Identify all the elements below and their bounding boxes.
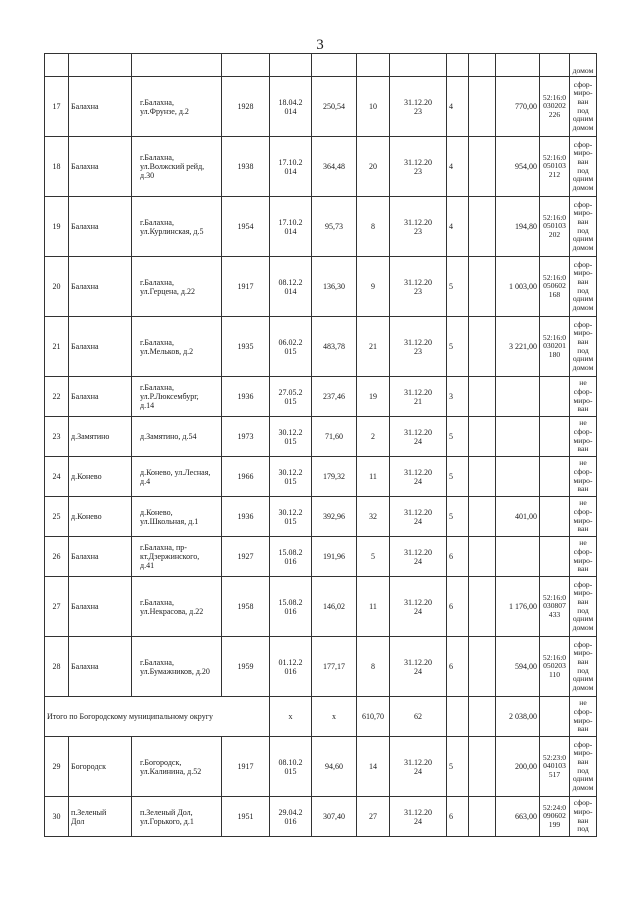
cell-deadline: 31.12.20 24 (390, 797, 447, 837)
cell-empty (469, 457, 496, 497)
cell-settlement: Балахна (69, 257, 132, 317)
cell-area: 179,32 (312, 457, 357, 497)
cell-settlement: Балахна (69, 577, 132, 637)
cell-settlement: Балахна (69, 77, 132, 137)
cell-settlement: Балахна (69, 197, 132, 257)
cell-deadline: 31.12.20 23 (390, 257, 447, 317)
cell-state: не сфор- миро- ван (570, 537, 597, 577)
cell-state: не сфор- миро- ван (570, 457, 597, 497)
cell-amount: 194,80 (496, 197, 540, 257)
cell-residents: 62 (390, 697, 447, 737)
cell-state: домом (570, 54, 597, 77)
cell-empty (469, 197, 496, 257)
cell-empty (469, 77, 496, 137)
cell-stage: 4 (447, 77, 469, 137)
cell-state: сфор- миро- ван под одним домом (570, 77, 597, 137)
cell-date: x (312, 697, 357, 737)
cell-cadastral: 52:16:0 030807 433 (540, 577, 570, 637)
table-row (45, 257, 597, 317)
cell-empty (469, 637, 496, 697)
cell-state: не сфор- миро- ван (570, 377, 597, 417)
table-row (45, 497, 597, 537)
cell-cadastral: 52:16:0 030202 226 (540, 77, 570, 137)
cell-settlement: д.Конево (69, 457, 132, 497)
cell-stage: 5 (447, 317, 469, 377)
cell-date: 15.08.2 016 (270, 537, 312, 577)
cell-empty (469, 317, 496, 377)
cell-settlement: Балахна (69, 317, 132, 377)
table-row (45, 637, 597, 697)
cell-residents: 21 (357, 317, 390, 377)
cell-area: 95,73 (312, 197, 357, 257)
cell-year: 1959 (222, 637, 270, 697)
cell-year: 1936 (222, 497, 270, 537)
cell-cadastral (540, 377, 570, 417)
housing-table (44, 53, 597, 837)
cell-residents: 19 (357, 377, 390, 417)
cell-state: сфор- миро- ван под одним домом (570, 137, 597, 197)
table-row (45, 737, 597, 797)
cell-empty (469, 377, 496, 417)
cell-amount: 770,00 (496, 77, 540, 137)
cell-date: 06.02.2 015 (270, 317, 312, 377)
cell-state: сфор- миро- ван под одним домом (570, 197, 597, 257)
cell-amount (496, 537, 540, 577)
cell-cadastral: 52:16:0 050103 212 (540, 137, 570, 197)
cell-year: 1927 (222, 537, 270, 577)
cell-deadline: 31.12.20 24 (390, 417, 447, 457)
table-row (45, 377, 597, 417)
cell-residents: 5 (357, 537, 390, 577)
table-row-continued (45, 54, 597, 77)
cell-area: 146,02 (312, 577, 357, 637)
cell-number: 23 (45, 417, 69, 457)
cell-deadline: 31.12.20 21 (390, 377, 447, 417)
cell-empty (469, 257, 496, 317)
cell-state: сфор- миро- ван под одним домом (570, 577, 597, 637)
cell-address: г.Балахна, ул.Волжский рейд, д.30 (132, 137, 222, 197)
cell-stage: 6 (447, 537, 469, 577)
cell-year: 1938 (222, 137, 270, 197)
cell-address: г.Балахна, ул.Р.Люксембург, д.14 (132, 377, 222, 417)
cell-amount: 2 038,00 (496, 697, 540, 737)
cell-amount: 594,00 (496, 637, 540, 697)
cell-amount: 1 176,00 (496, 577, 540, 637)
table-row (45, 137, 597, 197)
cell-settlement: д.Конево (69, 497, 132, 537)
cell-year: 1928 (222, 77, 270, 137)
cell-number: 19 (45, 197, 69, 257)
cell-settlement: д.Замятино (69, 417, 132, 457)
cell-area: 307,40 (312, 797, 357, 837)
cell-state: не сфор- миро- ван (570, 497, 597, 537)
cell-address: г.Балахна, ул.Бумажников, д.20 (132, 637, 222, 697)
cell-date: 17.10.2 014 (270, 137, 312, 197)
cell-deadline: 31.12.20 24 (390, 637, 447, 697)
cell-address: г.Балахна, ул.Фрунзе, д.2 (132, 77, 222, 137)
cell-deadline: 31.12.20 23 (390, 197, 447, 257)
cell-settlement: Богородск (69, 737, 132, 797)
cell-residents: 9 (357, 257, 390, 317)
cell-year: 1954 (222, 197, 270, 257)
cell-stage (469, 697, 496, 737)
cell-amount (496, 377, 540, 417)
cell-state: не сфор- миро- ван (570, 697, 597, 737)
cell-address: д.Замятино, д.54 (132, 417, 222, 457)
cell-state: сфор- миро- ван под (570, 797, 597, 837)
cell-date: 08.12.2 014 (270, 257, 312, 317)
cell-year: x (270, 697, 312, 737)
cell-year: 1917 (222, 737, 270, 797)
cell-stage: 3 (447, 377, 469, 417)
cell-state: сфор- миро- ван под одним домом (570, 737, 597, 797)
cell-empty (469, 137, 496, 197)
cell-deadline: 31.12.20 23 (390, 77, 447, 137)
table-row (45, 317, 597, 377)
cell-address: г.Богородск, ул.Калинина, д.52 (132, 737, 222, 797)
cell-cadastral: 52:16:0 050203 110 (540, 637, 570, 697)
cell-deadline: 31.12.20 24 (390, 457, 447, 497)
cell-stage: 5 (447, 257, 469, 317)
cell-deadline: 31.12.20 24 (390, 537, 447, 577)
cell-deadline: 31.12.20 24 (390, 497, 447, 537)
cell-empty (469, 737, 496, 797)
cell-cadastral (540, 697, 570, 737)
cell-address: д.Конево, ул.Лесная, д.4 (132, 457, 222, 497)
cell-area: 610,70 (357, 697, 390, 737)
cell-date: 18.04.2 014 (270, 77, 312, 137)
cell-year: 1936 (222, 377, 270, 417)
cell-residents: 32 (357, 497, 390, 537)
cell-stage: 6 (447, 577, 469, 637)
cell-empty (469, 577, 496, 637)
cell-settlement: Балахна (69, 637, 132, 697)
cell-deadline: 31.12.20 23 (390, 137, 447, 197)
cell-deadline: 31.12.20 24 (390, 737, 447, 797)
cell-residents: 11 (357, 577, 390, 637)
cell-residents: 8 (357, 637, 390, 697)
cell-cadastral: 52:23:0 040103 517 (540, 737, 570, 797)
cell-empty (469, 497, 496, 537)
cell-area: 71,60 (312, 417, 357, 457)
table-row (45, 577, 597, 637)
cell-area: 191,96 (312, 537, 357, 577)
cell-residents: 20 (357, 137, 390, 197)
cell-stage: 4 (447, 137, 469, 197)
cell-settlement: Балахна (69, 137, 132, 197)
cell-deadline (447, 697, 469, 737)
cell-cadastral (540, 457, 570, 497)
cell-area: 483,78 (312, 317, 357, 377)
cell-area: 136,30 (312, 257, 357, 317)
cell-empty (469, 537, 496, 577)
cell-stage: 5 (447, 737, 469, 797)
cell-year: 1917 (222, 257, 270, 317)
cell-number: 25 (45, 497, 69, 537)
cell-residents: 8 (357, 197, 390, 257)
cell-date: 08.10.2 015 (270, 737, 312, 797)
cell-cadastral: 52:16:0 050103 202 (540, 197, 570, 257)
cell-date: 15.08.2 016 (270, 577, 312, 637)
cell-amount (496, 457, 540, 497)
cell-amount: 663,00 (496, 797, 540, 837)
cell-date: 29.04.2 016 (270, 797, 312, 837)
cell-amount (496, 417, 540, 457)
cell-stage: 6 (447, 637, 469, 697)
cell-stage: 6 (447, 797, 469, 837)
cell-cadastral: 52:16:0 030201 180 (540, 317, 570, 377)
cell-year: 1951 (222, 797, 270, 837)
table-row (45, 537, 597, 577)
cell-address: г.Балахна, ул.Мельков, д.2 (132, 317, 222, 377)
cell-date: 17.10.2 014 (270, 197, 312, 257)
cell-area: 177,17 (312, 637, 357, 697)
cell-address: г.Балахна, ул.Герцена, д.22 (132, 257, 222, 317)
cell-number: 20 (45, 257, 69, 317)
cell-year: 1973 (222, 417, 270, 457)
cell-residents: 14 (357, 737, 390, 797)
cell-stage: 5 (447, 457, 469, 497)
cell-number: 18 (45, 137, 69, 197)
cell-number: 22 (45, 377, 69, 417)
cell-state: сфор- миро- ван под одним домом (570, 637, 597, 697)
cell-number: 17 (45, 77, 69, 137)
cell-residents: 11 (357, 457, 390, 497)
cell-empty (469, 417, 496, 457)
cell-amount: 3 221,00 (496, 317, 540, 377)
cell-stage: 5 (447, 417, 469, 457)
cell-address: г.Балахна, ул.Курлинская, д.5 (132, 197, 222, 257)
cell-state: сфор- миро- ван под одним домом (570, 317, 597, 377)
table-body (45, 54, 597, 837)
total-label: Итого по Богородскому муниципальному округу (45, 697, 270, 737)
table-row (45, 197, 597, 257)
table-row (45, 457, 597, 497)
cell-area: 237,46 (312, 377, 357, 417)
cell-amount: 401,00 (496, 497, 540, 537)
cell-amount: 1 003,00 (496, 257, 540, 317)
cell-address: д.Конево, ул.Школьная, д.1 (132, 497, 222, 537)
cell-cadastral: 52:24:0 090602 199 (540, 797, 570, 837)
cell-area: 392,96 (312, 497, 357, 537)
cell-cadastral (540, 497, 570, 537)
cell-amount: 954,00 (496, 137, 540, 197)
cell-date: 01.12.2 016 (270, 637, 312, 697)
cell-number: 28 (45, 637, 69, 697)
cell-stage: 5 (447, 497, 469, 537)
cell-address: г.Балахна, пр- кт.Дзержинского, д.41 (132, 537, 222, 577)
cell-number: 21 (45, 317, 69, 377)
cell-stage: 4 (447, 197, 469, 257)
total-row (45, 697, 597, 737)
cell-settlement: п.Зеленый Дол (69, 797, 132, 837)
cell-number: 26 (45, 537, 69, 577)
cell-empty (469, 797, 496, 837)
cell-address: г.Балахна, ул.Некрасова, д.22 (132, 577, 222, 637)
cell-area: 94,60 (312, 737, 357, 797)
cell-residents: 2 (357, 417, 390, 457)
cell-amount: 200,00 (496, 737, 540, 797)
cell-date: 30.12.2 015 (270, 497, 312, 537)
cell-number: 30 (45, 797, 69, 837)
cell-date: 27.05.2 015 (270, 377, 312, 417)
cell-area: 250,54 (312, 77, 357, 137)
page-number: 3 (316, 37, 324, 53)
table-row (45, 417, 597, 457)
cell-cadastral (540, 417, 570, 457)
cell-state: сфор- миро- ван под одним домом (570, 257, 597, 317)
cell-address: п.Зеленый Дол, ул.Горького, д.1 (132, 797, 222, 837)
cell-cadastral: 52:16:0 050602 168 (540, 257, 570, 317)
table-row (45, 797, 597, 837)
cell-residents: 27 (357, 797, 390, 837)
table-row (45, 77, 597, 137)
cell-number: 24 (45, 457, 69, 497)
cell-number: 29 (45, 737, 69, 797)
cell-deadline: 31.12.20 24 (390, 577, 447, 637)
cell-area: 364,48 (312, 137, 357, 197)
cell-date: 30.12.2 015 (270, 417, 312, 457)
cell-settlement: Балахна (69, 377, 132, 417)
cell-cadastral (540, 537, 570, 577)
cell-year: 1935 (222, 317, 270, 377)
cell-year: 1966 (222, 457, 270, 497)
cell-deadline: 31.12.20 23 (390, 317, 447, 377)
cell-settlement: Балахна (69, 537, 132, 577)
cell-number: 27 (45, 577, 69, 637)
cell-residents: 10 (357, 77, 390, 137)
cell-state: не сфор- миро- ван (570, 417, 597, 457)
cell-year: 1958 (222, 577, 270, 637)
cell-date: 30.12.2 015 (270, 457, 312, 497)
